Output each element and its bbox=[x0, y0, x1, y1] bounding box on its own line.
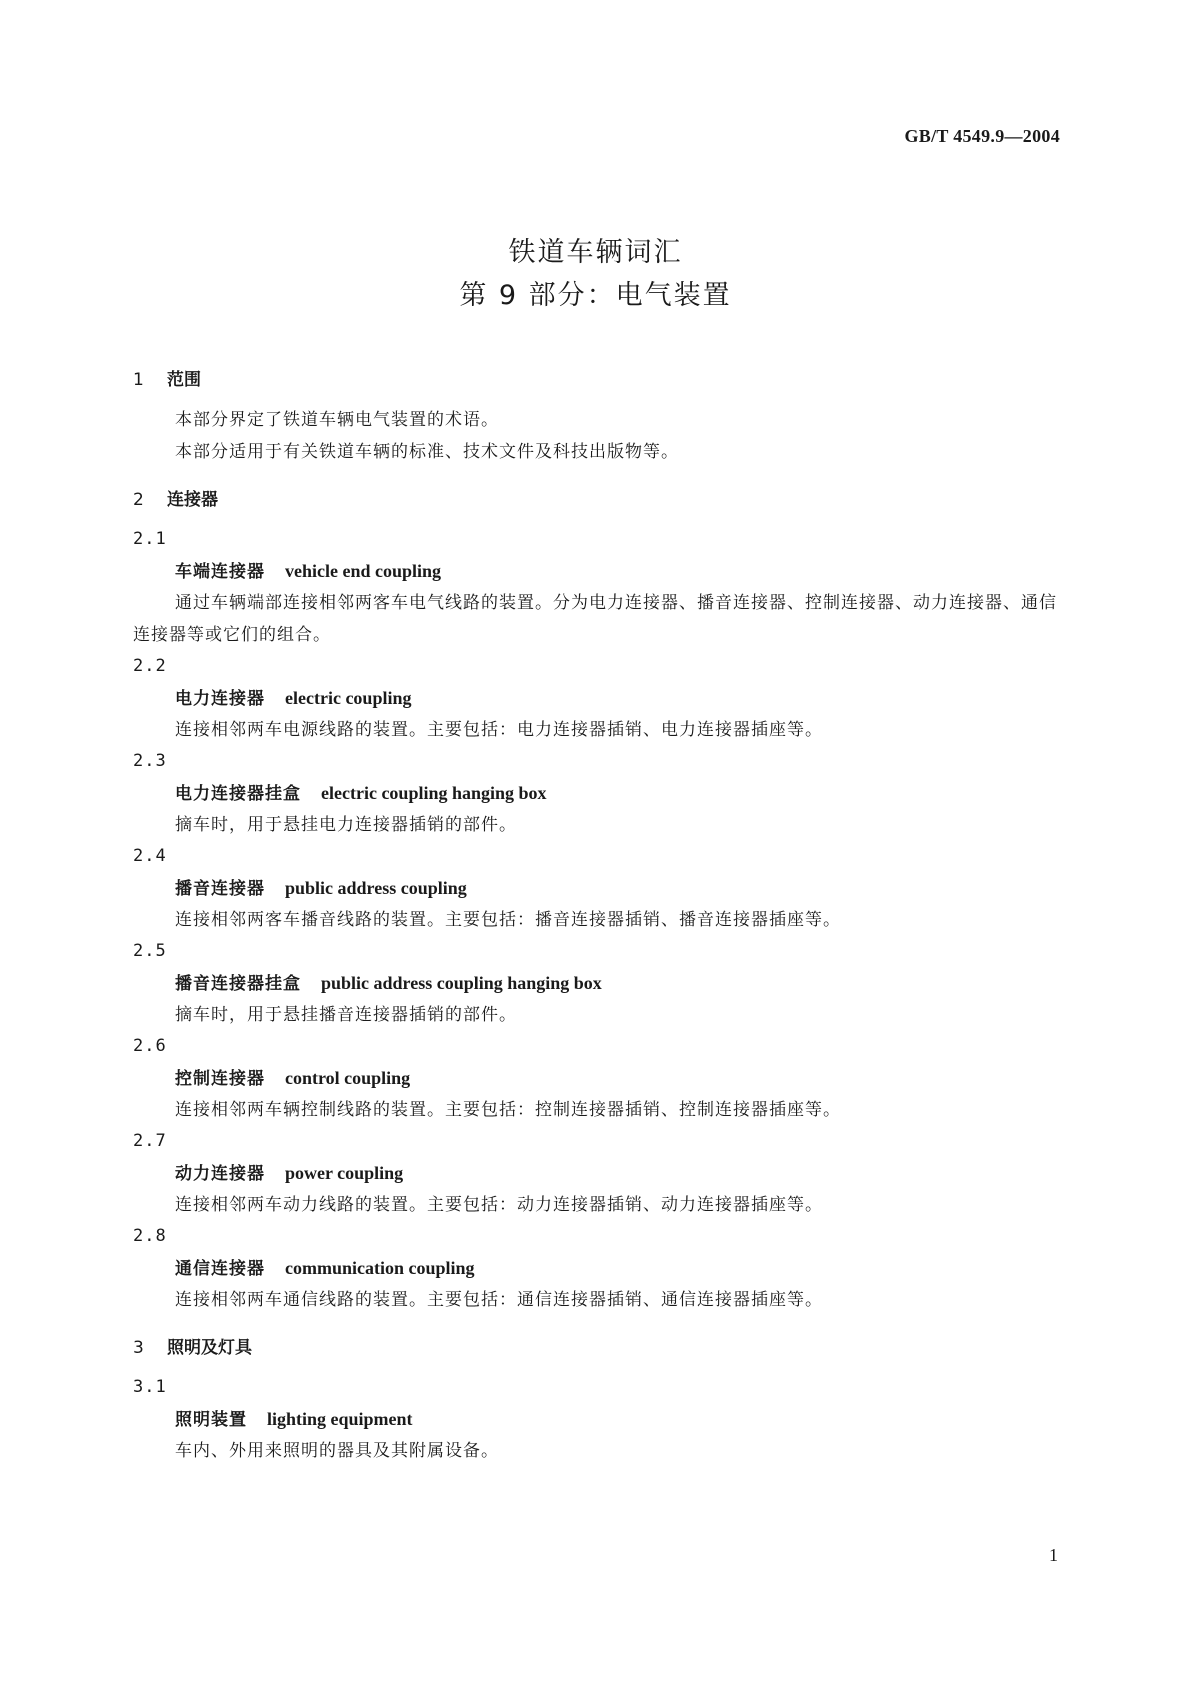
section-number: 2 bbox=[133, 490, 144, 510]
term-en: communication coupling bbox=[285, 1258, 475, 1278]
section-heading-couplings bbox=[133, 488, 1063, 512]
term-definition: 连接相邻两车电源线路的装置。主要包括：电力连接器插销、电力连接器插座等。 bbox=[175, 720, 823, 740]
term-zh: 照明装置 bbox=[175, 1410, 247, 1430]
term-heading bbox=[133, 555, 1063, 587]
paragraph: 本部分界定了铁道车辆电气装置的术语。 bbox=[175, 410, 499, 430]
term-zh: 动力连接器 bbox=[175, 1164, 265, 1184]
term-number: 2.1 bbox=[133, 529, 167, 549]
term-number: 2.6 bbox=[133, 1036, 167, 1056]
term-zh: 通信连接器 bbox=[175, 1259, 265, 1279]
document-title: 铁道车辆词汇 bbox=[508, 237, 683, 268]
term-zh: 播音连接器 bbox=[175, 879, 265, 899]
term-entry bbox=[133, 936, 1063, 1031]
page-number: 1 bbox=[1049, 1545, 1058, 1565]
term-heading bbox=[133, 682, 1063, 714]
term-definition: 连接相邻两车通信线路的装置。主要包括：通信连接器插销、通信连接器插座等。 bbox=[175, 1290, 823, 1310]
term-en: lighting equipment bbox=[267, 1409, 413, 1429]
section-title: 连接器 bbox=[167, 490, 218, 510]
term-en: public address coupling hanging box bbox=[321, 973, 602, 993]
term-entry bbox=[133, 651, 1063, 746]
term-definition: 连接相邻两客车播音线路的装置。主要包括：播音连接器插销、播音连接器插座等。 bbox=[175, 910, 841, 930]
document-subtitle: 第 9 部分：电气装置 bbox=[459, 280, 732, 311]
term-entry bbox=[133, 524, 1063, 651]
paragraph: 本部分适用于有关铁道车辆的标准、技术文件及科技出版物等。 bbox=[175, 442, 679, 462]
term-heading bbox=[133, 1252, 1063, 1284]
term-entry bbox=[133, 1126, 1063, 1221]
section-heading-scope bbox=[133, 368, 1063, 392]
term-heading bbox=[133, 1157, 1063, 1189]
standard-code: GB/T 4549.9—2004 bbox=[904, 126, 1060, 146]
term-zh: 电力连接器 bbox=[175, 689, 265, 709]
term-en: vehicle end coupling bbox=[285, 561, 442, 581]
term-number: 2.8 bbox=[133, 1226, 167, 1246]
term-entry bbox=[133, 746, 1063, 841]
term-zh: 电力连接器挂盒 bbox=[175, 784, 301, 804]
term-zh: 播音连接器挂盒 bbox=[175, 974, 301, 994]
term-number: 2.3 bbox=[133, 751, 167, 771]
term-number: 2.7 bbox=[133, 1131, 167, 1151]
term-en: electric coupling bbox=[285, 688, 412, 708]
term-number: 3.1 bbox=[133, 1377, 167, 1397]
term-definition: 车内、外用来照明的器具及其附属设备。 bbox=[175, 1441, 499, 1461]
term-number: 2.5 bbox=[133, 941, 167, 961]
term-entry bbox=[133, 841, 1063, 936]
term-definition: 摘车时，用于悬挂电力连接器插销的部件。 bbox=[175, 815, 517, 835]
term-en: electric coupling hanging box bbox=[321, 783, 547, 803]
term-definition: 连接相邻两车辆控制线路的装置。主要包括：控制连接器插销、控制连接器插座等。 bbox=[175, 1100, 841, 1120]
section-title: 照明及灯具 bbox=[167, 1338, 252, 1358]
term-number: 2.2 bbox=[133, 656, 167, 676]
term-zh: 控制连接器 bbox=[175, 1069, 265, 1089]
section-number: 1 bbox=[133, 370, 144, 390]
term-en: control coupling bbox=[285, 1068, 411, 1088]
term-heading bbox=[133, 1403, 1063, 1435]
term-definition: 通过车辆端部连接相邻两客车电气线路的装置。分为电力连接器、播音连接器、控制连接器、动力连接器、通信连接器等或它们的组合。 bbox=[133, 593, 1057, 645]
term-entry bbox=[133, 1221, 1063, 1316]
document-body bbox=[133, 368, 1063, 1467]
term-number: 2.4 bbox=[133, 846, 167, 866]
term-heading bbox=[133, 872, 1063, 904]
section-number: 3 bbox=[133, 1338, 144, 1358]
term-en: power coupling bbox=[285, 1163, 404, 1183]
section-title: 范围 bbox=[167, 370, 201, 390]
section-heading-lighting bbox=[133, 1336, 1063, 1360]
term-entry bbox=[133, 1372, 1063, 1467]
term-heading bbox=[133, 777, 1063, 809]
term-en: public address coupling bbox=[285, 878, 467, 898]
term-zh: 车端连接器 bbox=[175, 562, 265, 582]
term-heading bbox=[133, 1062, 1063, 1094]
term-entry bbox=[133, 1031, 1063, 1126]
term-definition: 摘车时，用于悬挂播音连接器插销的部件。 bbox=[175, 1005, 517, 1025]
term-heading bbox=[133, 967, 1063, 999]
term-definition: 连接相邻两车动力线路的装置。主要包括：动力连接器插销、动力连接器插座等。 bbox=[175, 1195, 823, 1215]
